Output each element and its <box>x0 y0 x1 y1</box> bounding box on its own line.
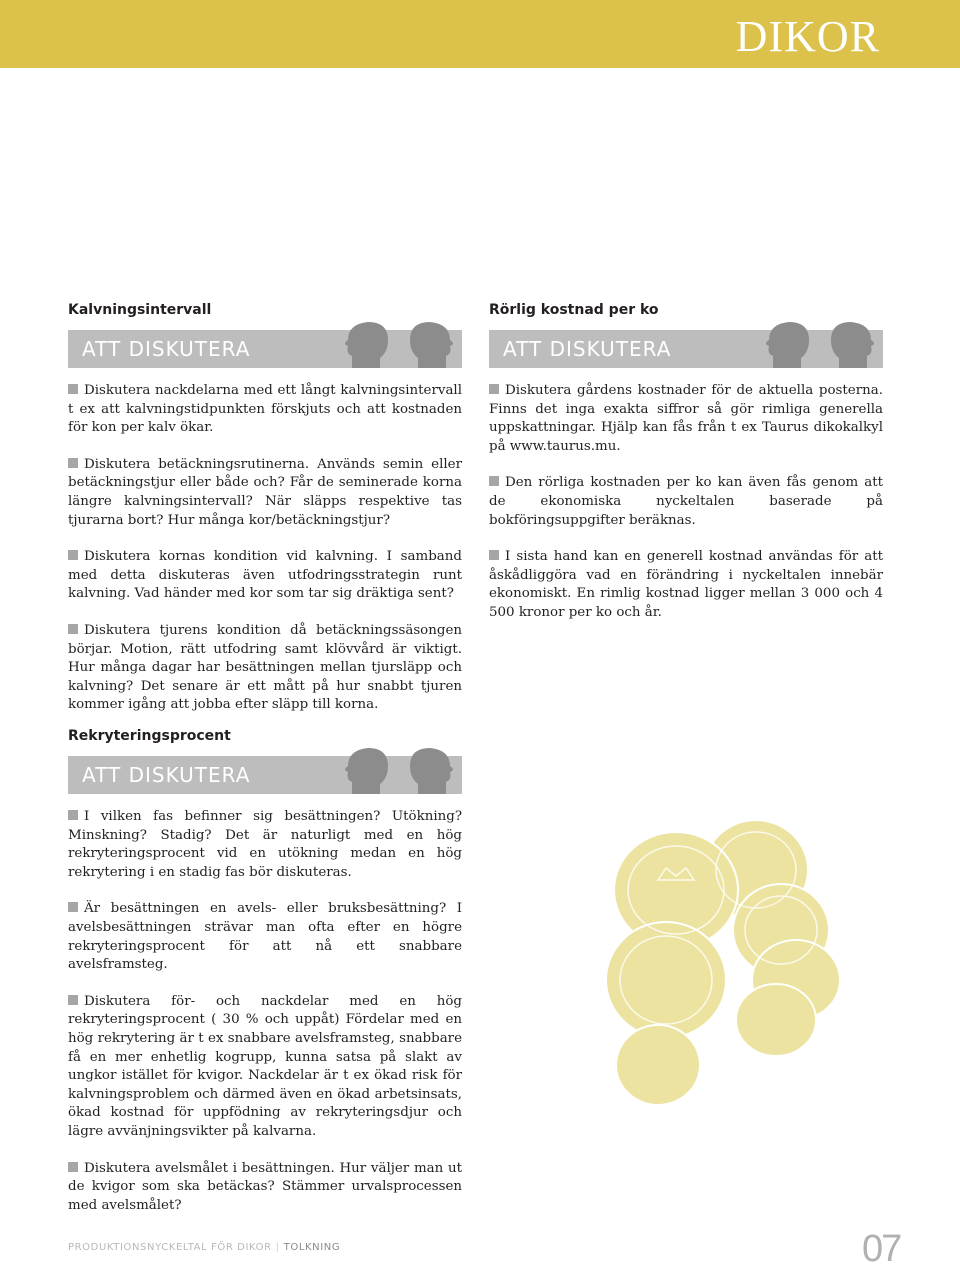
talking-heads-icon <box>344 744 454 794</box>
paragraph: Diskutera tjurens kondition då betäckningssäsongen börjar. Motion, rätt utfodring samt klövvård är viktigt. Hur många dagar har besättningen mellan tjursläpp och kalvning? Det senare är ett mått på hur snabbt tjuren kommer igång att jobba efter släpp till korna. <box>68 622 462 713</box>
bullet-square-icon <box>489 384 499 394</box>
page-number: 07 <box>862 1228 901 1270</box>
section-title: Rekryteringsprocent <box>68 728 231 744</box>
bullet-square-icon <box>68 624 78 634</box>
coins-illustration <box>606 810 846 1110</box>
paragraph: I vilken fas befinner sig besättningen? Utökning? Minskning? Stadig? Det är naturligt med en hög rekryteringsprocent vid en utökning medan en hög rekrytering i en stadig fas bör diskuteras. <box>68 809 462 880</box>
talking-heads-icon <box>765 318 875 368</box>
bullet-square-icon <box>68 550 78 560</box>
discuss-label: ATT DISKUTERA <box>82 337 251 361</box>
bullet-square-icon <box>68 1162 78 1172</box>
bullet-square-icon <box>68 384 78 394</box>
footer-section: TOLKNING <box>283 1242 341 1253</box>
paragraph: Diskutera kornas kondition vid kalvning. I samband med detta diskuteras även utfodringsstrategin runt kalvning. Vad händer med kor som tar sig dräktiga sent? <box>68 549 462 602</box>
bullet-square-icon <box>489 476 499 486</box>
section-rorlig-kostnad <box>489 300 883 641</box>
paragraph: Diskutera för- och nackdelar med en hög rekryteringsprocent ( 30 % och uppåt) Fördelar med en hög rekrytering är t ex snabbare avelsframsteg, snabbare få en mer enhetlig kogrupp, kunna satsa på slakt av ungkor istället för kvigor. Nackdelar är t ex ökad risk för kalvningsproblem och därmed även en ökad arbetsinsats, ökad kostnad för uppfödning av rekryteringsdjur och lägre avvänjningsvikter på kalvarna. <box>68 993 462 1139</box>
talking-heads-icon <box>344 318 454 368</box>
paragraph: Är besättningen en avels- eller bruksbesättning? I avelsbesättningen strävar man ofta efter en högre rekryteringsprocent för att nå ett snabbare avelsframsteg. <box>68 901 462 973</box>
discuss-bar <box>68 756 462 794</box>
bullet-square-icon <box>489 550 499 560</box>
paragraph: Diskutera gårdens kostnader för de aktuella posterna. Finns det inga exakta siffror så gör rimliga generella uppskattningar. Hjälp kan fås från t ex Taurus dikokalkyl på www.taurus.mu. <box>489 383 883 454</box>
paragraph: I sista hand kan en generell kostnad användas för att åskådliggöra vad en förändring i nyckeltalen innebär ekonomiskt. En rimlig kostnad ligger mellan 3 000 och 4 500 kronor per ko och år. <box>489 549 883 620</box>
discuss-label: ATT DISKUTERA <box>82 763 251 787</box>
bullet-square-icon <box>68 995 78 1005</box>
paragraph: Diskutera avelsmålet i besättningen. Hur väljer man ut de kvigor som ska betäckas? Stämmer urvalsprocessen med avelsmålet? <box>68 1160 462 1213</box>
section-kalvningsintervall <box>68 300 462 733</box>
bullet-square-icon <box>68 810 78 820</box>
bullet-square-icon <box>68 902 78 912</box>
bullet-square-icon <box>68 458 78 468</box>
paragraph: Diskutera betäckningsrutinerna. Används semin eller betäckningstjur eller både och? Får de seminerade korna längre kalvningsintervall? När släpps respektive tas tjurarna bort? Hur många kor/betäckningstjur? <box>68 456 462 528</box>
paragraph: Diskutera nackdelarna med ett långt kalvningsintervall t ex att kalvningstidpunkten förskjuts och att kostnaden för kon per kalv ökar. <box>68 383 462 436</box>
section-title: Kalvningsintervall <box>68 302 212 318</box>
paragraph: Den rörliga kostnaden per ko kan även fås genom att de ekonomiska nyckeltalen baserade på bokföringsuppgifter beräknas. <box>489 475 883 528</box>
section-title: Rörlig kostnad per ko <box>489 302 659 318</box>
discuss-bar <box>68 330 462 368</box>
footer: PRODUKTIONSNYCKELTAL FÖR DIKOR | TOLKNING <box>68 1242 341 1253</box>
section-rekryteringsprocent <box>68 726 462 1233</box>
footer-publication: PRODUKTIONSNYCKELTAL FÖR DIKOR <box>68 1242 272 1253</box>
discuss-bar <box>489 330 883 368</box>
page-title: DIKOR <box>735 12 880 61</box>
discuss-label: ATT DISKUTERA <box>503 337 672 361</box>
